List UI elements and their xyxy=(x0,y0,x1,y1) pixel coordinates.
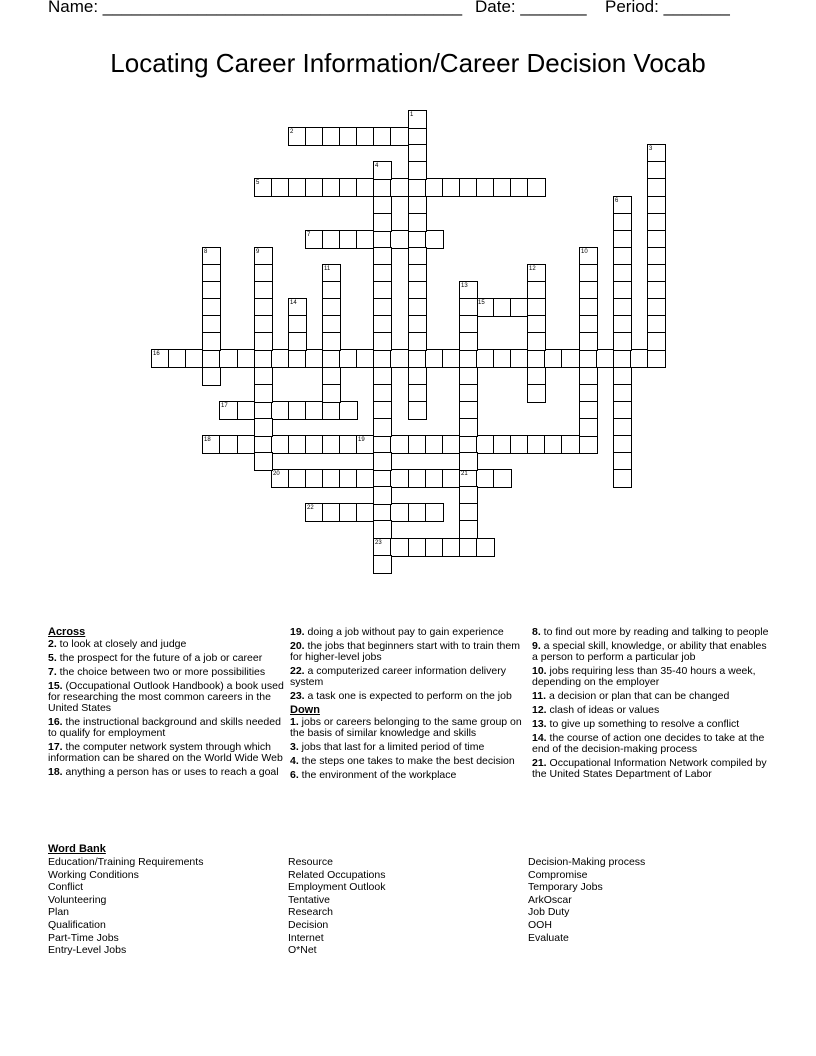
clues-column-2 xyxy=(290,627,530,784)
clue-text: clash of ideas or values xyxy=(546,704,660,716)
clue-item xyxy=(48,653,288,664)
grid-cell[interactable] xyxy=(254,332,273,351)
word-bank-item: Plan xyxy=(48,906,70,919)
grid-cell[interactable] xyxy=(390,349,409,368)
clue-item xyxy=(48,681,288,714)
clue-number: 20 xyxy=(273,471,280,477)
grid-cell[interactable] xyxy=(425,503,444,522)
date-field[interactable]: Date: _______ xyxy=(475,0,587,16)
word-bank-item: Job Duty xyxy=(528,906,570,919)
across-clue-list xyxy=(48,639,288,778)
grid-cell[interactable] xyxy=(373,486,392,505)
clue-number: 1 xyxy=(410,112,414,118)
word-bank-item: Decision xyxy=(288,918,329,931)
clue-item xyxy=(532,719,772,730)
down-clue-list xyxy=(290,717,530,781)
grid-cell[interactable] xyxy=(202,332,221,351)
grid-cell[interactable] xyxy=(459,418,478,437)
grid-cell[interactable] xyxy=(408,332,427,351)
grid-cell[interactable] xyxy=(425,230,444,249)
grid-cell[interactable] xyxy=(527,332,546,351)
clue-item xyxy=(48,639,288,650)
grid-cell[interactable] xyxy=(373,332,392,351)
clue-text: jobs or careers belonging to the same group on the basis of similar knowledge and skills xyxy=(290,716,522,739)
clue-text: a special skill, knowledge, or ability that enables a person to perform a particular job xyxy=(532,640,767,663)
clue-number: 11 xyxy=(324,266,331,272)
clue-number: 10 xyxy=(581,249,588,255)
clue-number-label: 20. xyxy=(290,640,305,652)
clue-text: to find out more by reading and talking to people xyxy=(540,626,769,638)
clue-text: the prospect for the future of a job or career xyxy=(56,652,263,664)
clue-number: 6 xyxy=(615,198,619,204)
grid-cell[interactable] xyxy=(459,520,478,539)
word-bank-column-2 xyxy=(288,856,385,957)
word-bank-item: Tentative xyxy=(288,893,331,906)
grid-cell[interactable] xyxy=(408,213,427,232)
clue-item xyxy=(290,770,530,781)
grid-cell[interactable] xyxy=(390,127,409,146)
down-clue-list-continued xyxy=(532,627,772,780)
clue-text: to give up something to resolve a conflict xyxy=(546,718,740,730)
clue-number-label: 12. xyxy=(532,704,547,716)
clue-number: 5 xyxy=(256,180,260,186)
grid-cell[interactable] xyxy=(254,384,273,403)
word-bank-heading: Word Bank xyxy=(48,843,106,855)
word-bank-item: Temporary Jobs xyxy=(528,881,603,894)
clue-number-label: 19. xyxy=(290,626,305,638)
clue-item xyxy=(290,691,530,702)
clue-text: Occupational Information Network compiled by the United States Department of Labor xyxy=(532,757,767,780)
word-bank-item: O*Net xyxy=(288,944,317,957)
clue-item xyxy=(290,756,530,767)
clue-number: 8 xyxy=(204,249,208,255)
grid-cell[interactable] xyxy=(390,178,409,197)
grid-cell[interactable] xyxy=(561,349,580,368)
clue-text: the course of action one decides to take at the end of the decision-making process xyxy=(532,732,765,755)
clue-text: the jobs that beginners start with to train them for higher-level jobs xyxy=(290,640,520,663)
clue-item xyxy=(290,666,530,688)
grid-cell[interactable] xyxy=(408,401,427,420)
clue-number: 2 xyxy=(290,129,294,135)
clue-item xyxy=(532,627,772,638)
grid-cell[interactable] xyxy=(373,452,392,471)
grid-cell[interactable] xyxy=(373,418,392,437)
clue-item xyxy=(290,627,530,638)
grid-cell[interactable] xyxy=(459,452,478,471)
grid-cell[interactable] xyxy=(390,230,409,249)
clue-text: anything a person has or uses to reach a goal xyxy=(62,766,279,778)
clue-item xyxy=(290,742,530,753)
clue-number: 7 xyxy=(307,232,311,238)
grid-cell[interactable] xyxy=(647,178,666,197)
clue-number-label: 14. xyxy=(532,732,547,744)
clue-number-label: 23. xyxy=(290,690,305,702)
clue-number: 22 xyxy=(307,505,314,511)
grid-cell[interactable] xyxy=(527,178,546,197)
clue-number: 15 xyxy=(478,300,485,306)
word-bank-column-3 xyxy=(528,856,645,944)
grid-cell[interactable] xyxy=(493,469,512,488)
grid-cell[interactable] xyxy=(408,161,427,180)
clue-text: the instructional background and skills needed to qualify for employment xyxy=(48,716,281,739)
clue-number: 18 xyxy=(204,437,211,443)
clue-number-label: 3. xyxy=(290,741,299,753)
clue-number: 4 xyxy=(375,163,379,169)
grid-cell[interactable] xyxy=(373,555,392,574)
clue-text: doing a job without pay to gain experience xyxy=(304,626,504,638)
page-title: Locating Career Information/Career Decision Vocab xyxy=(110,48,706,78)
word-bank-item: Qualification xyxy=(48,918,106,931)
word-bank-item: Volunteering xyxy=(48,893,107,906)
clue-number-label: 5. xyxy=(48,652,57,664)
word-bank-item: Compromise xyxy=(528,868,588,881)
grid-cell[interactable] xyxy=(408,110,427,129)
clue-number: 16 xyxy=(153,351,160,357)
clue-item xyxy=(532,758,772,780)
grid-cell[interactable] xyxy=(613,332,632,351)
name-field[interactable]: Name: ______________________________________ xyxy=(48,0,463,16)
clue-text: jobs that last for a limited period of time xyxy=(298,741,485,753)
clue-item xyxy=(48,667,288,678)
clue-item xyxy=(48,767,288,778)
word-bank-item: Internet xyxy=(288,931,324,944)
word-bank-item: Evaluate xyxy=(528,931,569,944)
grid-cell[interactable] xyxy=(339,401,358,420)
clue-number-label: 6. xyxy=(290,769,299,781)
down-heading: Down xyxy=(290,704,320,716)
clue-text: the steps one takes to make the best decision xyxy=(298,755,515,767)
grid-cell[interactable] xyxy=(579,418,598,437)
clue-number-label: 13. xyxy=(532,718,547,730)
clue-item xyxy=(532,666,772,688)
grid-cell[interactable] xyxy=(561,435,580,454)
clue-item xyxy=(532,641,772,663)
word-bank-item: Related Occupations xyxy=(288,868,386,881)
clue-number-label: 7. xyxy=(48,666,57,678)
grid-cell[interactable] xyxy=(613,469,632,488)
clue-number-label: 21. xyxy=(532,757,547,769)
clue-number: 14 xyxy=(290,300,297,306)
clue-item xyxy=(290,717,530,739)
clue-number-label: 1. xyxy=(290,716,299,728)
clue-number-label: 22. xyxy=(290,665,305,677)
grid-cell[interactable] xyxy=(390,538,409,557)
clue-number-label: 17. xyxy=(48,741,63,753)
grid-cell[interactable] xyxy=(254,452,273,471)
grid-cell[interactable] xyxy=(322,384,341,403)
word-bank-item: Employment Outlook xyxy=(288,881,386,894)
across-heading: Across xyxy=(48,626,86,638)
clue-number: 9 xyxy=(256,249,260,255)
across-clue-list-continued xyxy=(290,627,530,702)
word-bank-column-1 xyxy=(48,856,203,957)
clue-number-label: 10. xyxy=(532,665,547,677)
grid-cell[interactable] xyxy=(373,161,392,180)
clue-number-label: 8. xyxy=(532,626,541,638)
word-bank-item: ArkOscar xyxy=(528,893,572,906)
word-bank-item: Conflict xyxy=(48,881,84,894)
grid-cell[interactable] xyxy=(219,401,238,420)
period-field[interactable]: Period: _______ xyxy=(605,0,730,16)
word-bank-item: Part-Time Jobs xyxy=(48,931,119,944)
clue-number-label: 18. xyxy=(48,766,63,778)
word-bank-item: Entry-Level Jobs xyxy=(48,944,127,957)
clue-text: to look at closely and judge xyxy=(56,638,187,650)
clue-item xyxy=(532,691,772,702)
grid-cell[interactable] xyxy=(390,435,409,454)
clue-text: a computerized career information delivery system xyxy=(290,665,506,688)
clue-item xyxy=(48,717,288,739)
clue-text: jobs requiring less than 35-40 hours a week, depending on the employer xyxy=(532,665,756,688)
clue-item xyxy=(48,742,288,764)
clue-text: a task one is expected to perform on the job xyxy=(304,690,512,702)
grid-cell[interactable] xyxy=(373,520,392,539)
clue-text: (Occupational Outlook Handbook) a book used for researching the most common careers in the United States xyxy=(48,680,284,714)
clue-number: 3 xyxy=(649,146,653,152)
word-bank-item: Decision-Making process xyxy=(528,856,646,868)
grid-cell[interactable] xyxy=(647,332,666,351)
word-bank-item: Resource xyxy=(288,856,333,868)
clue-text: a decision or plan that can be changed xyxy=(546,690,730,702)
clue-number: 19 xyxy=(358,437,365,443)
grid-cell[interactable] xyxy=(579,435,598,454)
clue-number: 17 xyxy=(221,403,228,409)
word-bank-item: Education/Training Requirements xyxy=(48,856,204,868)
clue-number-label: 16. xyxy=(48,716,63,728)
clue-number-label: 11. xyxy=(532,690,547,702)
grid-cell[interactable] xyxy=(390,469,409,488)
clue-number: 13 xyxy=(461,283,468,289)
grid-cell[interactable] xyxy=(527,384,546,403)
grid-cell[interactable] xyxy=(373,213,392,232)
grid-cell[interactable] xyxy=(219,435,238,454)
clue-item xyxy=(532,705,772,716)
clues-column-3 xyxy=(532,627,772,783)
grid-cell[interactable] xyxy=(459,332,478,351)
clue-number-label: 2. xyxy=(48,638,57,650)
clue-number: 21 xyxy=(461,471,468,477)
clue-number: 12 xyxy=(529,266,536,272)
grid-cell[interactable] xyxy=(390,503,409,522)
clue-item xyxy=(290,641,530,663)
clue-text: the choice between two or more possibilities xyxy=(56,666,266,678)
grid-cell[interactable] xyxy=(579,332,598,351)
word-bank-item: OOH xyxy=(528,918,552,931)
grid-cell[interactable] xyxy=(254,418,273,437)
clue-number-label: 4. xyxy=(290,755,299,767)
word-bank-item: Research xyxy=(288,906,333,919)
grid-cell[interactable] xyxy=(219,349,238,368)
grid-cell[interactable] xyxy=(288,332,307,351)
word-bank-item: Working Conditions xyxy=(48,868,139,881)
clues-column-1 xyxy=(48,627,288,781)
clue-number-label: 9. xyxy=(532,640,541,652)
grid-cell[interactable] xyxy=(476,538,495,557)
clue-text: the environment of the workplace xyxy=(298,769,457,781)
clue-number: 23 xyxy=(375,540,382,546)
clue-item xyxy=(532,733,772,755)
clue-text: the computer network system through which information can be shared on the World Wide Web xyxy=(48,741,283,764)
grid-cell[interactable] xyxy=(647,349,666,368)
grid-cell[interactable] xyxy=(202,367,221,386)
clue-number-label: 15. xyxy=(48,680,63,692)
grid-cell[interactable] xyxy=(322,332,341,351)
